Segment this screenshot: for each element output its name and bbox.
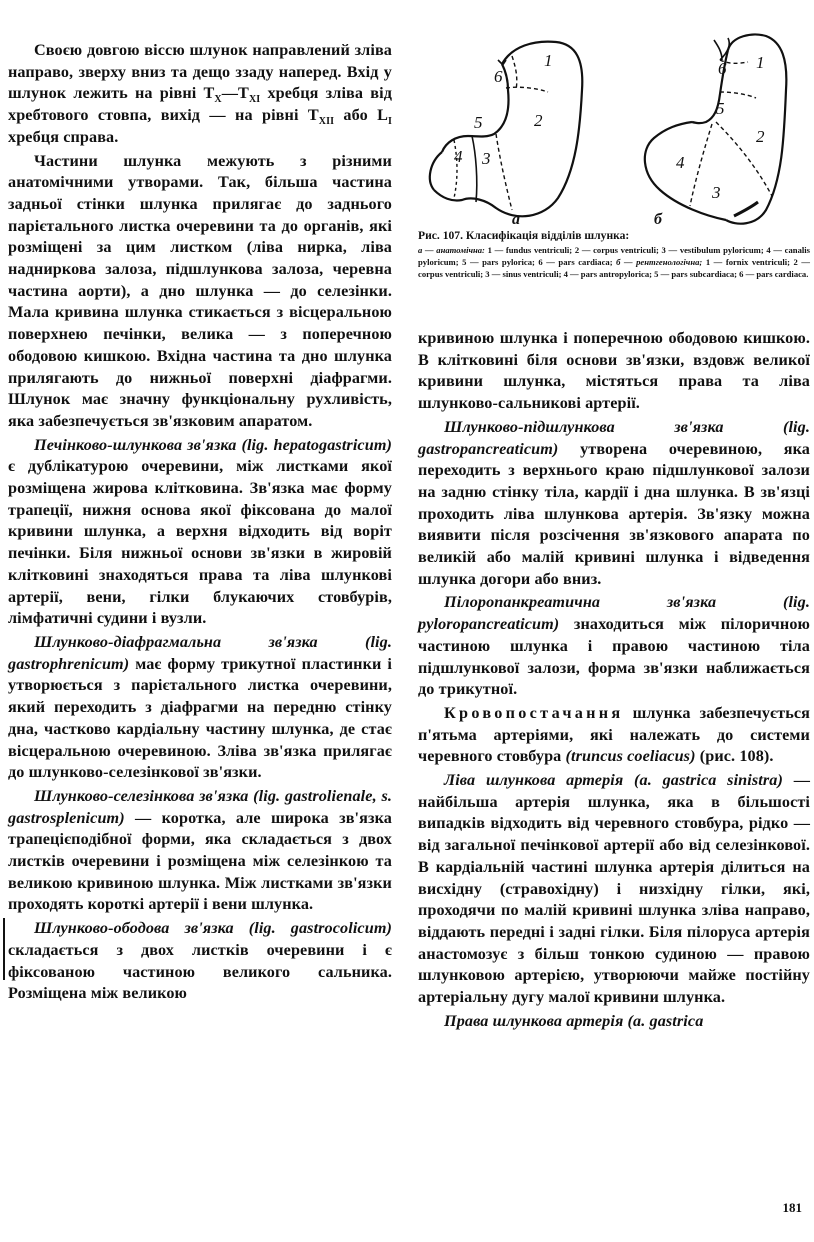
a-number-4: 4 xyxy=(454,147,463,166)
b-number-5: 5 xyxy=(716,99,725,118)
page-number: 181 xyxy=(782,1200,802,1215)
text-run: Частини шлунка межують з різними анатомічними утворами. Так, більша частина задньої стінки шлунка прилягає до заднього парієтального листка очеревини та до органів, які розміщені за цим листком (ліва нирка, ліва надниркова залоза, підшлункова залоза, черевна частина аорти), а дно шлунка — до селезінки. Мала кривина шлунка стикається з вісцеральною поверхнею печінки, велика — з поперечною ободовою кишкою. Вхідна частина та дно шлунка прилягають до нижньої поверхні діафрагми. Шлунок має значну функціональну рухливість, яка забезпечується зв'язковим апаратом. xyxy=(8,151,392,430)
b-number-1: 1 xyxy=(756,53,765,72)
text-run: — коротка, але широка зв'язка трапецієподібної форми, яка складається з двох листків очеревини і розміщена між селезінкою та великою кривиною шлунка. Між листками зв'язки проходять короткі артерії і вени шлунка. xyxy=(8,808,392,914)
latin-term: (truncus coeliacus) xyxy=(565,747,696,766)
paragraph xyxy=(8,151,392,433)
latin-term: Ліва шлункова артерія (a. gastrica sinistra) xyxy=(444,771,783,790)
paragraph xyxy=(418,703,810,768)
text-run: —Т xyxy=(221,84,249,103)
paragraph xyxy=(418,770,810,1009)
text-run: 1 — fornix ventriculi; 2 — corpus ventriculi; 3 — sinus ventriculi; 4 — pars antropylorica; 5 — pars subcardiaca; 6 — pars cardiaca. xyxy=(418,257,811,280)
latin-term: Шлунково-ободова зв'язка (lig. gastrocolicum) xyxy=(34,919,392,938)
b-number-3: 3 xyxy=(712,183,721,202)
caption-body xyxy=(418,245,810,279)
b-label: б xyxy=(654,211,662,226)
latin-term: Шлунково-діафрагмальна зв'язка (lig. gastrophrenicum) xyxy=(8,632,392,673)
text-run: знаходиться між пілоричною частиною шлунка і правою частиною тіла підшлункової залози, форма зв'язки наближається до трикутної. xyxy=(418,615,810,699)
text-run: утворена очеревиною, яка переходить з верхнього краю підшлункової залози на задню стінку тіла, кардії і дна шлунка. В зв'язці проходить ліва шлункова артерія. Зв'язку можна виявити після розсічення зв'язкового апарата по великій або малій кривині шлунка і відведення шлунка догори або вниз. xyxy=(418,439,810,588)
latin-term: а — анатомічна: xyxy=(418,245,485,255)
text-run: — найбільша артерія шлунка, яка в більшості випадків відходить від черевного стовбура, рідко — від загальної печінкової артерії або від селезінкової. В кардіальній частині шлунка артерія ділиться на висхідну (стравохідну) і низхідну гілки, які, проходячи по малій кривині шлунка зліва направо, віддають передні і задні гілки. Біля пілоруса артерія анастомозує з більш тонкою судиною — правою шлунковою артерією, утворюючи майже постійну артеріальну дугу малої кривини шлунка. xyxy=(418,771,810,1007)
a-number-1: 1 xyxy=(544,51,553,70)
text-run: Кровопостачання xyxy=(444,703,624,722)
a-number-2: 2 xyxy=(534,111,543,130)
right-text-column xyxy=(418,328,810,1033)
text-run: або L xyxy=(334,106,388,125)
text-run: XI xyxy=(248,94,261,106)
a-label: а xyxy=(512,211,520,226)
margin-mark xyxy=(3,918,5,980)
latin-term: Шлунково-підшлункова зв'язка (lig. gastropancreaticum) xyxy=(418,417,810,458)
b-number-6: 6 xyxy=(718,59,727,78)
text-run: шлунка забезпечується п'ятьма артеріями, які належать до системи черевного стовбура xyxy=(418,703,810,766)
stomach-classification-figure xyxy=(416,30,812,226)
a-number-6: 6 xyxy=(494,67,503,86)
text-run: хребця зліва від хребтового стовпа, вихід — на рівні Т xyxy=(8,84,392,125)
text-run: має форму трикутної пластинки і утворюється з парієтального листка очеревини, який переходить з діафрагми на передню стінку дна, частково кардіальну частину шлунка, де стає вісцеральною очеревиною. Зліва зв'язка прилягає до шлунково-селезінкової зв'язки. xyxy=(8,654,392,782)
paragraph xyxy=(418,328,810,415)
paragraph xyxy=(8,435,392,630)
paragraph xyxy=(8,632,392,784)
b-number-4: 4 xyxy=(676,153,685,172)
paragraph xyxy=(8,40,392,149)
text-run: X xyxy=(214,94,222,106)
text-run: хребця справа. xyxy=(8,127,119,146)
text-run: (рис. 108). xyxy=(695,747,774,766)
text-run: I xyxy=(388,116,392,128)
b-number-2: 2 xyxy=(756,127,765,146)
latin-term: Права шлункова артерія (a. gastrica xyxy=(444,1011,704,1030)
latin-term: Пілоропанкреатична зв'язка (lig. pyloropancreaticum) xyxy=(418,593,810,634)
diagram-a xyxy=(430,42,582,217)
caption-title: Рис. 107. Класифікація відділів шлунка: xyxy=(418,229,630,242)
a-number-5: 5 xyxy=(474,113,483,132)
left-text-column xyxy=(8,40,392,1005)
stomach-diagrams xyxy=(416,30,812,226)
latin-term: Шлунково-селезінкова зв'язка (lig. gastrolienale, s. gastrosplenicum) xyxy=(8,786,392,827)
paragraph xyxy=(418,592,810,701)
text-run: 1 — fundus ventriculi; 2 — corpus ventriculi; 3 — vestibulum pyloricum; 4 — canalis pyloricum; 5 — pars pylorica; 6 — pars cardiaca; xyxy=(418,245,810,268)
a-number-3: 3 xyxy=(482,149,491,168)
text-run: кривиною шлунка і поперечною ободовою кишкою. В клітковині біля основи зв'язки, вздовж великої кривини шлунка, містяться права та ліва шлунково-сальникові артерії. xyxy=(418,329,810,413)
paragraph xyxy=(418,417,810,591)
text-run: є дублікатурою очеревини, між листками якої розміщена жирова клітковина. Зв'язка має форму трапеції, нижня основа якої фіксована до малої кривини шлунка, а верхня відходить від воріт печінки. Біля нижньої основи зв'язки в жировій клітковині знаходяться права та ліва шлункові артерії, вени, гілки блукаючих стовбурів, лімфатичні судини і вузли. xyxy=(8,457,392,628)
text-run: складається з двох листків очеревини і є фіксованою частиною великого сальника. Розміщена між великою xyxy=(8,940,392,1003)
text-run: Своєю довгою віссю шлунок направлений зліва направо, зверху вниз та дещо ззаду наперед. Вхід у шлунок лежить на рівні Т xyxy=(8,41,392,103)
text-run: XII xyxy=(318,116,335,128)
paragraph xyxy=(8,786,392,916)
paragraph xyxy=(8,918,392,1005)
figure-caption xyxy=(418,228,810,281)
latin-term: Печінково-шлункова зв'язка (lig. hepatogastricum) xyxy=(34,435,392,454)
latin-term: б — рентгенологічна; xyxy=(616,257,703,268)
paragraph xyxy=(418,1011,810,1033)
